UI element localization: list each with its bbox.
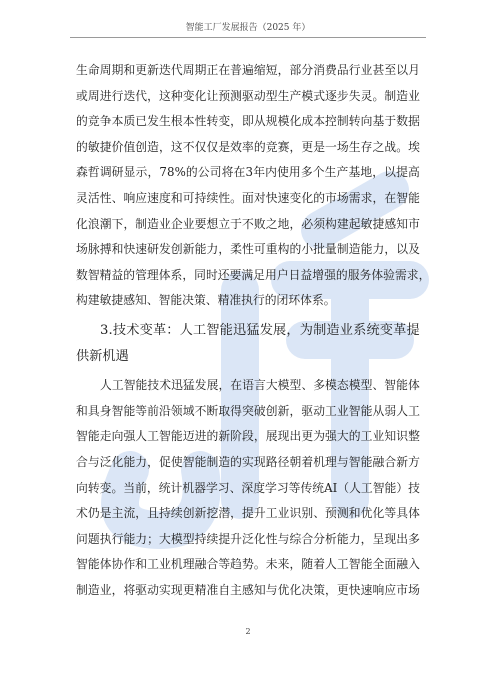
page-number: 2 (245, 627, 251, 636)
heading-line: 3 . 技 术 变 革 ： 人 工 智 能 迅 猛 发 展 ， 为 制 造 业 系 统 变 革 提 (100, 322, 420, 338)
p1-line: 数 智 精 益 的 管 理 体 系 ， 同 时 还 要 满 足 用 户 日 益 增 强 的 服 务 体 验 需 求 ， (76, 267, 431, 282)
p2-line: 和 具 身 智 能 等 前 沿 领 域 不 断 取 得 突 破 创 新 ， 驱 动 工 业 智 能 从 弱 人 工 (76, 403, 420, 418)
p1-line: 化 浪 潮 下 ， 制 造 业 企 业 要 想 立 于 不 败 之 地 ， 必 须 构 建 起 敏 捷 感 知 市 (76, 216, 420, 231)
p1-line: 构建敏捷感知、智能决策、精准执行的闭环体系。 (76, 293, 336, 308)
p1-line: 的 敏 捷 价 值 创 造 ， 这 不 仅 仅 是 效 率 的 竞 赛 ， 更 是 一 场 生 存 之 战 。 埃 (76, 139, 420, 154)
p2-line: 合 与 泛 化 能 力 ， 促 使 智 能 制 造 的 实 现 路 径 朝 着 机 理 与 智 能 融 合 新 方 (76, 454, 420, 469)
section-heading (76, 318, 420, 369)
paragraph-2 (76, 373, 420, 603)
p1-line: 灵 活 性 、 响 应 速 度 和 可 持 续 性 。 面 对 快 速 变 化 的 市 场 需 求 ， 在 智 能 (76, 190, 420, 205)
p1-line: 生 命 周 期 和 更 新 迭 代 周 期 正 在 普 遍 缩 短 ， 部 分 消 费 品 行 业 甚 至 以 月 (76, 63, 420, 77)
p2-line: 智 能 走 向 强 人 工 智 能 迈 进 的 新 阶 段 ， 展 现 出 更 为 强 大 的 工 业 知 识 整 (76, 429, 420, 444)
p2-line: 智 能 体 协 作 和 工 业 机 理 融 合 等 趋 势 。 未 来 ， 随 着 人 工 智 能 全 面 融 入 (76, 557, 420, 572)
p1-line: 的 竞 争 本 质 已 发 生 根 本 性 转 变 ， 即 从 规 模 化 成 本 控 制 转 向 基 于 数 据 (76, 114, 420, 129)
header-divider (70, 37, 426, 38)
p1-line: 或 周 进 行 迭 代 ， 这 种 变 化 让 预 测 驱 动 型 生 产 模 式 逐 步 失 灵 。 制 造 业 (76, 88, 420, 103)
p2-line: 制 造 业 ， 将 驱 动 实 现 更 精 准 自 主 感 知 与 优 化 决 策 ， 更 快 速 响 应 市 场 (76, 582, 420, 597)
p2-line: 术 仍 是 主 流 ， 且 持 续 创 新 挖 潜 ， 提 升 工 业 识 别 、 预 测 和 优 化 等 具 体 (76, 506, 420, 521)
page-body (76, 58, 431, 603)
running-header: 智能工厂发展报告（2025 年） (185, 23, 311, 33)
p1-line: 场 脉 搏 和 快 速 研 发 创 新 能 力 ， 柔 性 可 重 构 的 小 批 量 制 造 能 力 ， 以 及 (76, 242, 420, 257)
p2-line: 问 题 执 行 能 力 ； 大 模 型 持 续 提 升 泛 化 性 与 综 合 分 析 能 力 ， 呈 现 出 多 (76, 531, 420, 546)
paragraph-1 (76, 58, 431, 314)
p1-line: 森 哲 调 研 显 示 ， 7 8 % 的 公 司 将 在 3 年 内 使 用 多 个 生 产 基 地 ， 以 提 高 (76, 165, 420, 180)
p2-line: 人 工 智 能 技 术 迅 猛 发 展 ， 在 语 言 大 模 型 、 多 模 态 模 型 、 智 能 体 (100, 378, 420, 393)
p2-line: 向 转 变 。 当 前 ， 统 计 机 器 学 习 、 深 度 学 习 等 传 统 A I （ 人 工 智 能 ） 技 (76, 480, 420, 495)
heading-line: 供新机遇 (76, 348, 129, 364)
